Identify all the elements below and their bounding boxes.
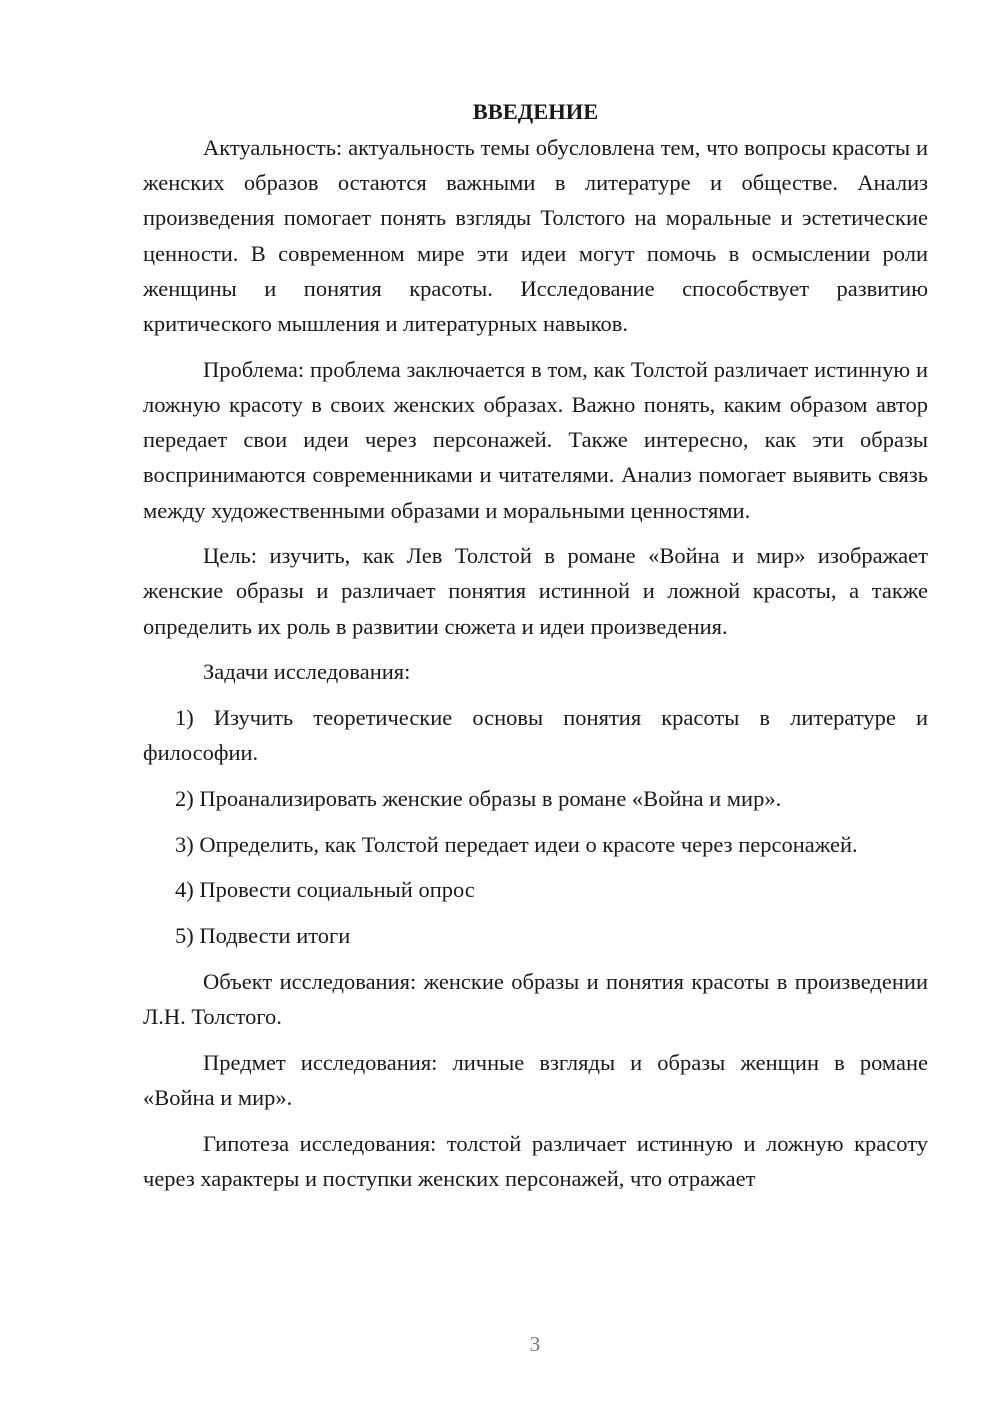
object-paragraph: Объект исследования: женские образы и понятия красоты в произведении Л.Н. Толстого. — [143, 968, 928, 1029]
goal-paragraph: Цель: изучить, как Лев Толстой в романе «Война и мир» изображает женские образы и различает понятия истинной и ложной красоты, а также определить их роль в развитии сюжета и идеи произведения. — [143, 543, 928, 639]
section-heading: ВВЕДЕНИЕ — [472, 99, 599, 124]
page-body — [143, 94, 928, 1206]
page-number: 3 — [529, 1332, 541, 1356]
hypothesis-paragraph: Гипотеза исследования: толстой различает истинную и ложную красоту через характеры и поступки женских персонажей, что отражает — [143, 1130, 928, 1191]
task-item: 1) Изучить теоретические основы понятия красоты в литературе и философии. — [143, 705, 928, 766]
task-item: 2) Проанализировать женские образы в романе «Война и мир». — [175, 785, 782, 811]
task-item: 5) Подвести итоги — [175, 923, 351, 949]
task-item: 4) Провести социальный опрос — [175, 877, 475, 903]
relevance-paragraph: Актуальность: актуальность темы обусловлена тем, что вопросы красоты и женских образов остаются важными в литературе и обществе. Анализ произведения помогает понять взгляды Толстого на моральные и эстетические ценности. В современном мире эти идеи могут помочь в осмыслении роли женщины и понятия красоты. Исследование способствует развитию критического мышления и литературных навыков. — [143, 135, 928, 337]
subject-paragraph: Предмет исследования: личные взгляды и образы женщин в романе «Война и мир». — [143, 1049, 928, 1110]
problem-paragraph: Проблема: проблема заключается в том, как Толстой различает истинную и ложную красоту в своих женских образах. Важно понять, каким образом автор передает свои идеи через персонажей. Также интересно, как эти образы воспринимаются современниками и читателями. Анализ помогает выявить связь между художественными образами и моральными ценностями. — [143, 356, 928, 523]
tasks-title: Задачи исследования: — [203, 659, 411, 685]
task-item: 3) Определить, как Толстой передает идеи о красоте через персонажей. — [175, 831, 858, 857]
